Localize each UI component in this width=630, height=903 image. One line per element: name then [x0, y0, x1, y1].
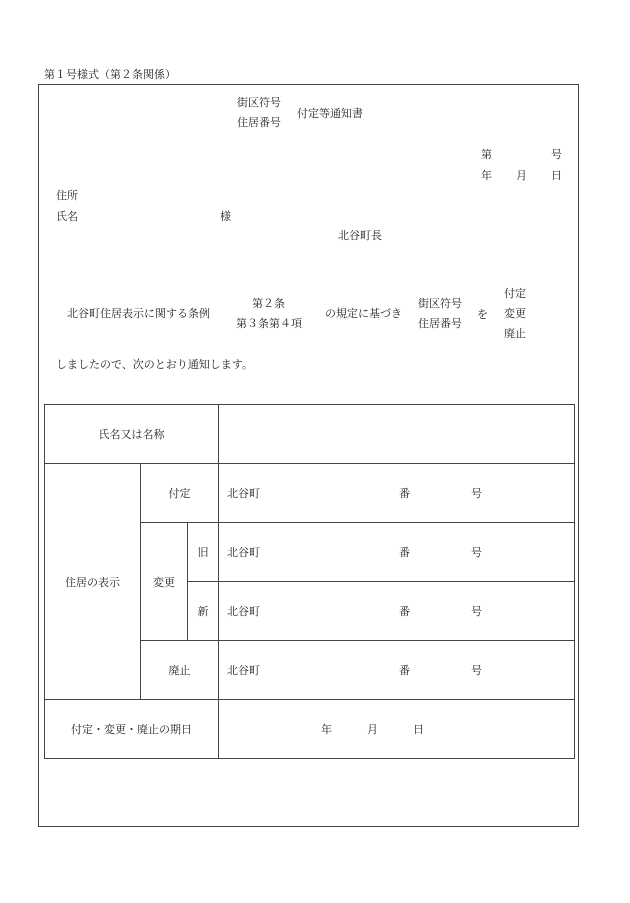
abolish-go: 号: [471, 664, 483, 677]
name-label: 氏名: [56, 210, 78, 223]
name-header: 氏名又は名称: [45, 405, 219, 464]
doc-date-month: 月: [516, 169, 527, 182]
assign-go: 号: [471, 487, 483, 500]
title-line-2: 住居番号: [237, 116, 281, 129]
new-go: 号: [471, 605, 483, 618]
action-assign: 付定: [504, 287, 526, 300]
doc-number-suffix: 号: [551, 148, 562, 161]
new-town: 北谷町: [227, 605, 261, 618]
date-month: 月: [367, 723, 379, 736]
date-day: 日: [413, 723, 425, 736]
closing-text: しましたので、次のとおり通知します。: [56, 358, 253, 371]
title-line-1: 街区符号: [237, 96, 281, 109]
title-suffix: 付定等通知書: [297, 107, 363, 120]
change-label: 変更: [141, 523, 188, 641]
date-value: [219, 700, 575, 759]
abolish-ban: 番: [399, 664, 411, 677]
new-ban: 番: [399, 605, 411, 618]
subject-1: 街区符号: [418, 297, 462, 310]
sender: 北谷町長: [338, 229, 382, 242]
ordinance-name: 北谷町住居表示に関する条例: [67, 307, 210, 320]
old-go: 号: [471, 546, 483, 559]
old-town: 北谷町: [227, 546, 261, 559]
doc-number-prefix: 第: [481, 148, 492, 161]
name-value: [219, 405, 575, 464]
new-value: [219, 582, 575, 641]
old-ban: 番: [399, 546, 411, 559]
address-label: 住所: [56, 189, 78, 202]
doc-date-day: 日: [551, 169, 562, 182]
form-number: 第１号様式（第２条関係）: [44, 68, 176, 81]
basis-text: の規定に基づき: [325, 307, 402, 320]
subject-2: 住居番号: [418, 317, 462, 330]
abolish-town: 北谷町: [227, 664, 261, 677]
particle: を: [477, 308, 488, 321]
doc-date-year: 年: [481, 169, 492, 182]
article-2: 第３条第４項: [236, 317, 302, 330]
date-year: 年: [321, 723, 333, 736]
old-value: [219, 523, 575, 582]
new-label: 新: [188, 582, 219, 641]
assign-value: [219, 464, 575, 523]
article-1: 第２条: [252, 297, 285, 310]
date-header: 付定・変更・廃止の期日: [45, 700, 219, 759]
assign-town: 北谷町: [227, 487, 261, 500]
address-header: 住居の表示: [45, 464, 141, 700]
action-change: 変更: [504, 307, 526, 320]
notice-table: [44, 404, 575, 759]
assign-label: 付定: [141, 464, 219, 523]
old-label: 旧: [188, 523, 219, 582]
abolish-value: [219, 641, 575, 700]
honorific: 様: [220, 210, 231, 223]
abolish-label: 廃止: [141, 641, 219, 700]
date-row: [45, 700, 575, 759]
action-abolish: 廃止: [504, 327, 526, 340]
assign-row: [45, 464, 575, 523]
assign-ban: 番: [399, 487, 411, 500]
name-row: [45, 405, 575, 464]
